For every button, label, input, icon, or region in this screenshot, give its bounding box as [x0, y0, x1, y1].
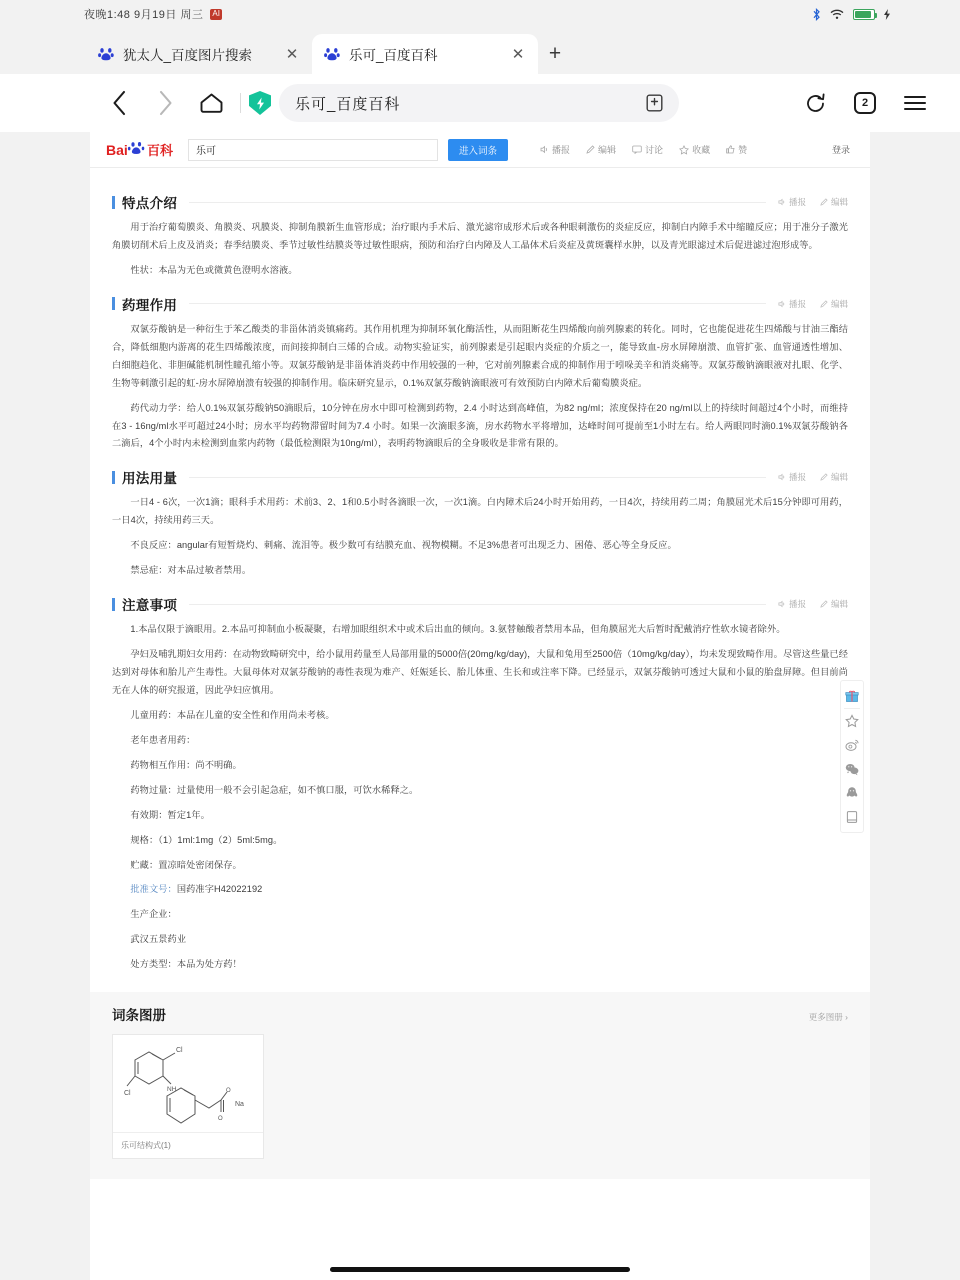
refresh-icon [804, 92, 827, 115]
svg-text:Cl: Cl [176, 1046, 183, 1054]
tab-close-icon[interactable]: ✕ [511, 45, 525, 63]
paragraph: 双氯芬酸钠是一种衍生于苯乙酸类的非甾体消炎镇痛药。其作用机理为抑制环氧化酶活性，从而阻断花生四烯酸向前列腺素的转化。同时，它也能促进花生四烯酸与甘油三酯结合，降低细胞内游离的花生四烯酸浓度，而间接抑制白三烯的合成。动物实验证实，前列腺素是引起眼内炎症的介质之一，能导致血-房水屏障崩溃、血管扩张、血管通透性增加、白细胞趋化、非胆碱能机制性瞳孔缩小等。双氯芬酸钠是非甾体消炎药中作用较强的一种，它对前列腺素合成的抑制作用于吲哚美辛和消炎痛等。双氯芬酸钠滴眼液对扎眼、化学、生物等刺激引起的虹-房水屏障崩溃有较强的抑制作用。临床研究显示，0.1%双氯芬酸钠滴眼液可有效预防白内障术后葡萄膜炎症。 [112, 323, 848, 388]
gallery-caption: 乐可结构式(1) [121, 1141, 171, 1151]
svg-text:Bai: Bai [106, 141, 128, 158]
section-tools [778, 598, 848, 610]
baike-action-group [540, 143, 747, 156]
baike-search-value: 乐可 [196, 146, 216, 157]
section-header-2 [112, 467, 848, 487]
section-title: 注意事项 [122, 598, 178, 614]
paragraph: 孕妇及哺乳期妇女用药：在动物致畸研究中，给小鼠用药量至人局部用量的5000倍(20mg/kg/day)，大鼠和兔用至2500倍（10mg/kg/day），均未发现致畸作用。尽管这些量已经达到对母体和胎儿产生毒性。大鼠母体对双氯芬酸钠的毒性表现为难产、妊娠延长、胎儿体重、生长和或注率下降。已经显示，双氯芬酸钠可透过大鼠和小鼠的胎盘屏障。但目前尚无在人体的研究报道，因此孕妇应慎用。 [112, 649, 848, 695]
paragraph: 老年患者用药： [130, 734, 196, 745]
browser-tab-1[interactable] [86, 34, 312, 74]
section-header-3 [112, 594, 848, 614]
section-accent-bar [112, 598, 115, 611]
section-broadcast-button[interactable] [778, 298, 806, 310]
baike-action-discuss[interactable] [632, 143, 663, 156]
pencil-icon [586, 145, 595, 154]
section-header-1 [112, 294, 848, 314]
section-accent-bar [112, 297, 115, 310]
section-tools [778, 471, 848, 483]
paragraph: 药物过量：过量使用一般不会引起急症，如不慎口服，可饮水稀释之。 [130, 784, 419, 795]
shield-lightning-icon[interactable] [249, 91, 271, 115]
pencil-icon [820, 300, 828, 308]
gallery-title: 词条图册 [112, 1008, 166, 1024]
hamburger-menu-icon [904, 96, 926, 110]
section-title: 药理作用 [122, 297, 178, 313]
gallery-more-link[interactable]: 更多图册 › [808, 1012, 848, 1023]
section-accent-bar [112, 196, 115, 209]
baike-action-label: 编辑 [598, 145, 617, 155]
baidu-paw-icon [324, 46, 340, 62]
approval-number-value: 国药准字H42022192 [176, 884, 263, 895]
tab-title: 乐可_百度百科 [349, 48, 438, 63]
qq-icon[interactable] [840, 781, 864, 805]
gallery-card[interactable] [112, 1034, 264, 1159]
section-header-0 [112, 192, 848, 212]
svg-text:Cl: Cl [124, 1089, 131, 1097]
speaker-icon [540, 145, 549, 154]
browser-tab-2[interactable] [312, 34, 538, 74]
pencil-icon [820, 473, 828, 481]
baike-action-edit[interactable] [586, 143, 616, 156]
section-tool-label: 播报 [788, 298, 806, 309]
home-icon [199, 91, 224, 115]
star-icon [679, 145, 689, 155]
section-broadcast-button[interactable] [778, 196, 806, 208]
paragraph: 贮藏：置凉暗处密闭保存。 [130, 859, 242, 870]
section-edit-button[interactable] [820, 298, 848, 310]
wifi-icon [830, 9, 844, 20]
section-title: 用法用量 [122, 471, 178, 487]
section-accent-bar [112, 471, 115, 484]
charging-icon [884, 9, 890, 20]
toolbar-right-group [792, 80, 938, 126]
chevron-right-icon [157, 90, 174, 116]
section-tool-label: 播报 [788, 599, 806, 610]
toolbar-divider [240, 93, 241, 113]
section-rule [189, 202, 766, 203]
baidu-baike-logo[interactable] [106, 140, 178, 160]
paragraph: 药代动力学：给人0.1%双氯芬酸钠50滴眼后，10分钟在房水中即可检测到药物，2.4 小时达到高峰值，为82 ng/ml；浓度保持在20 ng/ml以上的持续时间超过4个小时，而维持在3 - 16ng/ml水平可超过24小时；房水平均药物滞留时间为7.4 小时。如果一次滴眼多滴，房水药物水平将增加，达峰时间可提前至1小时左右。给人两眼同时滴0.1%双氯芬酸钠各二滴后，4个小时内未检测到血浆内药物（最低检测限为10ng/ml），表明药物滴眼后的全身吸收是非常有限的。 [112, 402, 848, 449]
section-edit-button[interactable] [820, 598, 848, 610]
section-tool-label: 编辑 [830, 197, 848, 207]
paragraph: 一日4 - 6次，一次1滴；眼科手术用药：术前3、2、1和0.5小时各滴眼一次，一次1滴。白内障术后24小时开始用药，一日4次，持续用药二周；角膜屈光术后15分钟即可用药，一日4次，持续用药三天。 [112, 497, 848, 526]
paragraph: 儿童用药：本品在儿童的安全性和作用尚未考核。 [130, 709, 335, 720]
svg-text:O: O [218, 1115, 223, 1122]
paragraph-approval-number [112, 881, 848, 899]
float-sidebar [840, 680, 864, 833]
section-tools [778, 196, 848, 208]
paragraph: 武汉五景药业 [130, 934, 187, 945]
paragraph: 1.本品仅限于滴眼用。2.本品可抑制血小板凝聚，右增加眼组织术中或术后出血的倾向。3.氨替触酸者禁用本品，但角膜屈光大后暂时配戴消疗性软水镜者除外。 [130, 624, 786, 635]
browser-tab-strip [0, 28, 960, 74]
chevron-left-icon [111, 90, 128, 116]
section-edit-button[interactable] [820, 471, 848, 483]
home-indicator [330, 1267, 630, 1272]
section-edit-button[interactable] [820, 196, 848, 208]
tab-close-icon[interactable]: ✕ [285, 45, 299, 63]
entry-gallery [90, 992, 870, 1179]
baike-header [90, 132, 870, 168]
status-bar-right [812, 8, 938, 21]
tab-title: 犹太人_百度图片搜索 [123, 48, 253, 63]
svg-text:百科: 百科 [147, 142, 174, 158]
status-bar [0, 0, 960, 28]
paragraph: 不良反应：angular有短暂烧灼、刺痛、流泪等。极少数可有结膜充血、视物模糊。不足3%患者可出现乏力、困倦、恶心等全身反应。 [130, 540, 677, 551]
gallery-header [112, 1004, 848, 1024]
section-broadcast-button[interactable] [778, 471, 806, 483]
bluetooth-icon [812, 8, 821, 21]
address-bar[interactable] [279, 84, 679, 122]
paragraph: 处方类型：本品为处方药！ [130, 959, 242, 970]
tab-counter-button[interactable] [842, 80, 888, 126]
baike-search-input[interactable] [188, 139, 438, 161]
section-tool-label: 编辑 [830, 599, 848, 610]
speaker-icon [778, 300, 786, 308]
forward-button[interactable] [142, 80, 188, 126]
baike-action-broadcast[interactable] [540, 143, 570, 156]
section-title: 特点介绍 [122, 196, 178, 211]
paragraph: 药物相互作用：尚不明确。 [130, 759, 242, 770]
gift-icon[interactable] [840, 684, 864, 708]
speaker-icon [778, 473, 786, 481]
login-link[interactable]: 登录 [831, 145, 850, 155]
speaker-icon [778, 198, 786, 206]
section-broadcast-button[interactable] [778, 598, 806, 610]
enter-entry-button[interactable]: 进入词条 [448, 139, 508, 161]
thumbs-up-icon [726, 145, 735, 154]
weibo-icon[interactable] [840, 733, 864, 757]
paragraph: 生产企业： [130, 909, 177, 920]
section-tool-label: 播报 [788, 197, 806, 207]
back-button[interactable] [96, 80, 142, 126]
baike-page [90, 132, 870, 1280]
svg-text:Na: Na [235, 1100, 244, 1108]
section-rule [189, 477, 766, 478]
baike-action-label: 讨论 [645, 145, 664, 155]
menu-button[interactable] [892, 80, 938, 126]
baidu-paw-icon [98, 46, 114, 62]
address-bar-text: 乐可_百度百科 [295, 95, 401, 113]
section-tool-label: 播报 [788, 472, 806, 483]
new-tab-button[interactable]: + [548, 42, 562, 65]
page-viewport [0, 132, 960, 1280]
bookmark-add-icon[interactable] [646, 94, 663, 112]
browser-toolbar [0, 74, 960, 132]
baike-action-like[interactable] [726, 143, 747, 156]
wechat-icon[interactable] [840, 757, 864, 781]
svg-text:O: O [226, 1087, 231, 1094]
notification-badge: AI [212, 9, 220, 18]
speaker-icon [778, 600, 786, 608]
section-rule [189, 604, 766, 605]
baike-action-favorite[interactable] [679, 143, 710, 156]
section-tools [778, 298, 848, 310]
paragraph: 禁忌症：对本品过敏者禁用。 [130, 565, 252, 576]
pencil-icon [820, 600, 828, 608]
paragraph: 有效期：暂定1年。 [130, 809, 210, 820]
pencil-icon [820, 198, 828, 206]
chemical-structure-image [113, 1035, 263, 1133]
section-rule [189, 303, 766, 304]
baike-action-label: 收藏 [692, 145, 711, 155]
status-time-date: 夜晚1:48 9月19日 周三 [84, 9, 204, 21]
svg-text:NH: NH [167, 1085, 177, 1093]
paragraph: 用于治疗葡萄膜炎、角膜炎、巩膜炎、抑制角膜新生血管形成；治疗眼内手术后、激光滤帘成形术后或各种眼刺激伤的炎症反应，抑制白内障手术中缩瞳反应；用于准分子激光角膜切削术后上皮及消炎；春季结膜炎、季节过敏性结膜炎等过敏性眼病，预防和治疗白内障及人工晶体术后炎症及黄斑囊样水肿，以及青光眼滤过术后促进滤过泡形成等。 [112, 222, 848, 250]
home-button[interactable] [188, 80, 234, 126]
section-tool-label: 编辑 [830, 472, 848, 483]
paragraph: 规格：（1）1ml:1mg（2）5ml:5mg。 [130, 834, 283, 845]
approval-number-link[interactable]: 批准文号： [130, 884, 177, 895]
paragraph: 性状：本品为无色或微黄色澄明水溶液。 [130, 264, 298, 275]
status-bar-left [22, 6, 222, 22]
tablet-icon[interactable] [840, 805, 864, 829]
article-content [90, 168, 870, 974]
star-icon[interactable] [840, 709, 864, 733]
baike-action-label: 赞 [738, 145, 748, 155]
baike-action-label: 播报 [552, 145, 571, 155]
battery-icon [853, 9, 875, 20]
refresh-button[interactable] [792, 80, 838, 126]
section-tool-label: 编辑 [830, 298, 848, 309]
comment-icon [632, 145, 642, 154]
tab-count-label: 2 [854, 92, 876, 114]
